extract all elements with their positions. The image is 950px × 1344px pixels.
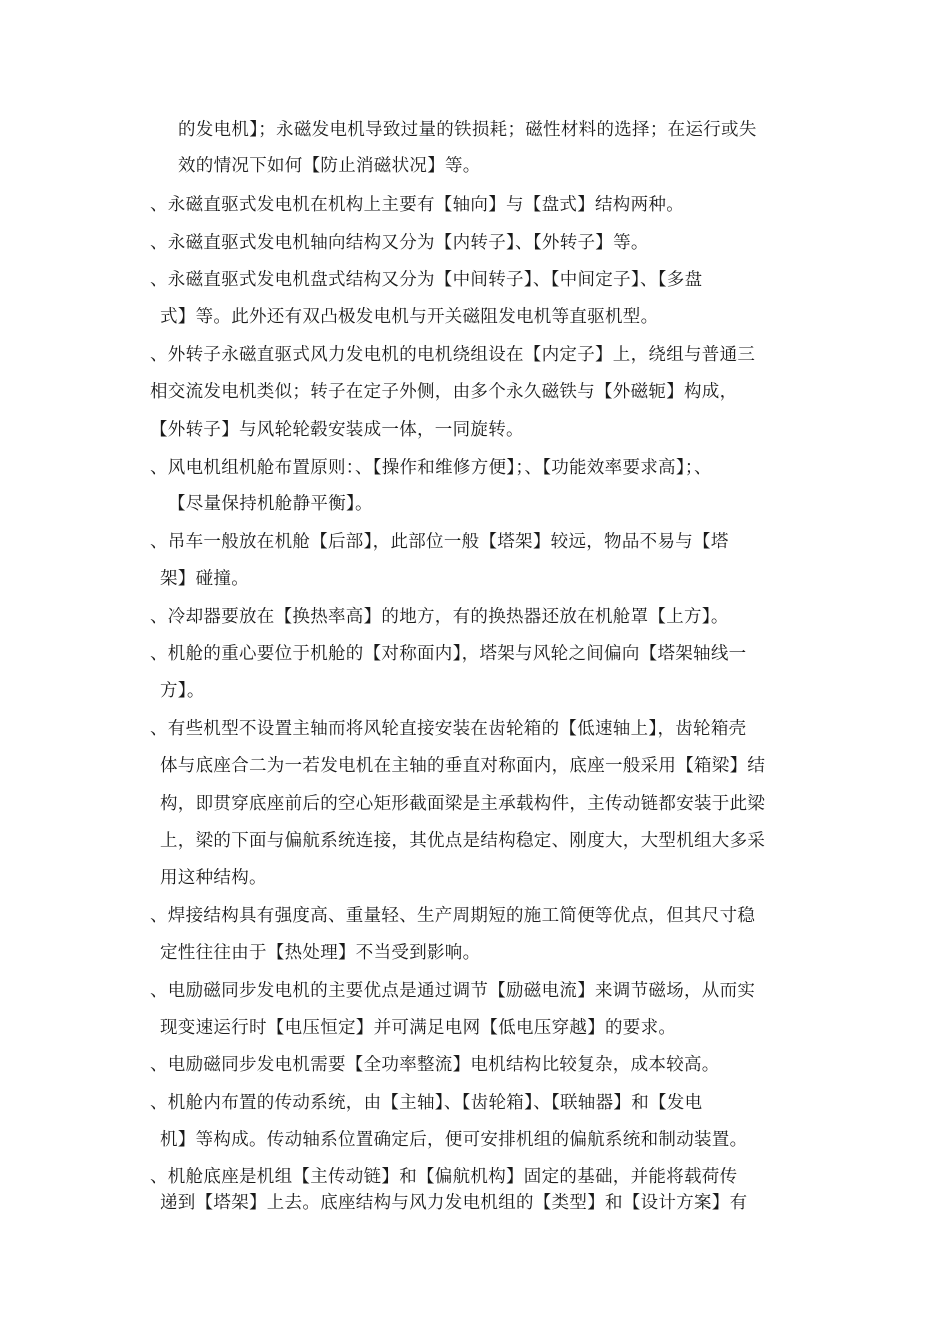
text-line: 方】。 bbox=[160, 681, 205, 701]
text-line: 、电励磁同步发电机需要【全功率整流】电机结构比较复杂，成本较高。 bbox=[150, 1055, 720, 1075]
text-line: 、冷却器要放在【换热率高】的地方，有的换热器还放在机舱罩【上方】。 bbox=[150, 607, 729, 627]
text-line: 定性往往由于【热处理】不当受到影响。 bbox=[160, 943, 481, 963]
text-line: 、永磁直驱式发电机轴向结构又分为【内转子】、【外转子】等。 bbox=[150, 233, 649, 253]
text-line: 架】碰撞。 bbox=[160, 569, 249, 589]
text-line: 、外转子永磁直驱式风力发电机的电机绕组设在【内定子】上，绕组与普通三 bbox=[150, 345, 756, 365]
text-line: 、永磁直驱式发电机盘式结构又分为【中间转子】、【中间定子】、【多盘 bbox=[150, 270, 703, 290]
text-line: 相交流发电机类似；转子在定子外侧，由多个永久磁铁与【外磁轭】构成， bbox=[150, 382, 738, 402]
text-line: 的发电机】；永磁发电机导致过量的铁损耗；磁性材料的选择；在运行或失 bbox=[178, 120, 757, 140]
text-line: 构，即贯穿底座前后的空心矩形截面梁是主承载构件，主传动链都安装于此梁 bbox=[160, 794, 766, 814]
text-line: 机】等构成。传动轴系位置确定后，便可安排机组的偏航系统和制动装置。 bbox=[160, 1130, 748, 1150]
text-line: 、风电机组机舱布置原则：、【操作和维修方便】；、【功能效率要求高】；、 bbox=[150, 458, 712, 478]
text-line: 【尽量保持机舱静平衡】。 bbox=[168, 494, 373, 514]
text-line: 、机舱内布置的传动系统，由【主轴】、【齿轮箱】、【联轴器】和【发电 bbox=[150, 1093, 703, 1113]
text-line: 、焊接结构具有强度高、重量轻、生产周期短的施工简便等优点，但其尺寸稳 bbox=[150, 906, 756, 926]
text-line: 上，梁的下面与偏航系统连接，其优点是结构稳定、刚度大，大型机组大多采 bbox=[160, 831, 766, 851]
text-line: 、有些机型不设置主轴而将风轮直接安装在齿轮箱的【低速轴上】，齿轮箱壳 bbox=[150, 719, 747, 739]
text-line: 、电励磁同步发电机的主要优点是通过调节【励磁电流】来调节磁场，从而实 bbox=[150, 981, 756, 1001]
text-line: 体与底座合二为一若发电机在主轴的垂直对称面内，底座一般采用【箱梁】结 bbox=[160, 756, 766, 776]
text-line: 、机舱底座是机组【主传动链】和【偏航机构】固定的基础，并能将载荷传 bbox=[150, 1167, 738, 1187]
text-line: 递到【塔架】上去。底座结构与风力发电机组的【类型】和【设计方案】有 bbox=[160, 1193, 748, 1213]
text-line: 效的情况下如何【防止消磁状况】等。 bbox=[178, 156, 481, 176]
text-line: 式】等。此外还有双凸极发电机与开关磁阻发电机等直驱机型。 bbox=[160, 307, 659, 327]
text-line: 、机舱的重心要位于机舱的【对称面内】，塔架与风轮之间偏向【塔架轴线一 bbox=[150, 644, 747, 664]
text-line: 【外转子】与风轮轮毂安装成一体，一同旋转。 bbox=[150, 420, 524, 440]
text-line: 现变速运行时【电压恒定】并可满足电网【低电压穿越】的要求。 bbox=[160, 1018, 677, 1038]
text-line: 用这种结构。 bbox=[160, 868, 267, 888]
text-line: 、永磁直驱式发电机在机构上主要有【轴向】与【盘式】结构两种。 bbox=[150, 195, 684, 215]
text-line: 、吊车一般放在机舱【后部】，此部位一般【塔架】较远，物品不易与【塔 bbox=[150, 532, 729, 552]
